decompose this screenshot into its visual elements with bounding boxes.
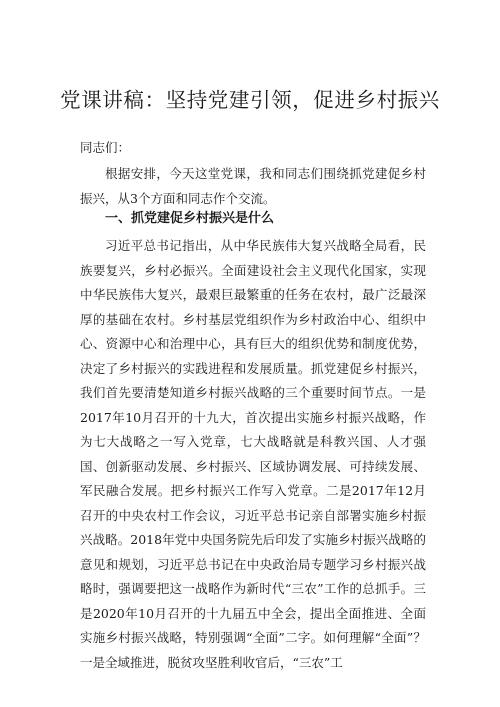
salutation: 同志们： xyxy=(80,140,131,155)
document-title: 党课讲稿：坚持党建引领，促进乡村振兴 xyxy=(60,88,440,112)
intro-paragraph: 根据安排，今天这堂党课，我和同志们围绕抓党建促乡村振兴，从3个方面和同志作个交流。 xyxy=(80,166,426,206)
section-heading: 一、抓党建促乡村振兴是什么 xyxy=(105,211,275,226)
body-paragraph: 习近平总书记指出，从中华民族伟大复兴战略全局看，民族要复兴，乡村必振兴。全面建设社会主义现代化国家，实现中华民族伟大复兴，最艰巨最繁重的任务在农村，最广泛最深厚的基础在农村。乡村基层党组织作为乡村政治中心、组织中心、资源中心和治理中心，具有巨大的组织优势和制度优势，决定了乡村振兴的实践进程和发展质量。抓党建促乡村振兴，我们首先要清楚知道乡村振兴战略的三个重要时间节点。一是2017年10月召开的十九大，首次提出实施乡村振兴战略，作为七大战略之一写入党章，七大战略就是科教兴国、人才强国、创新驱动发展、乡村振兴、区域协调发展、可持续发展、军民融合发展。把乡村振兴工作写入党章。二是2017年12月召开的中央农村工作会议，习近平总书记亲自部署实施乡村振兴战略。2018年党中央国务院先后印发了实施乡村振兴战略的意见和规划，习近平总书记在中央政治局专题学习乡村振兴战略时，强调要把这一战略作为新时代“三农”工作的总抓手。三是2020年10月召开的十九届五中全会，提出全面推进、全面实施乡村振兴战略，特别强调“全面”二字。如何理解“全面”？一是全域推进，脱贫攻坚胜利收官后，“三农”工 xyxy=(80,238,426,670)
